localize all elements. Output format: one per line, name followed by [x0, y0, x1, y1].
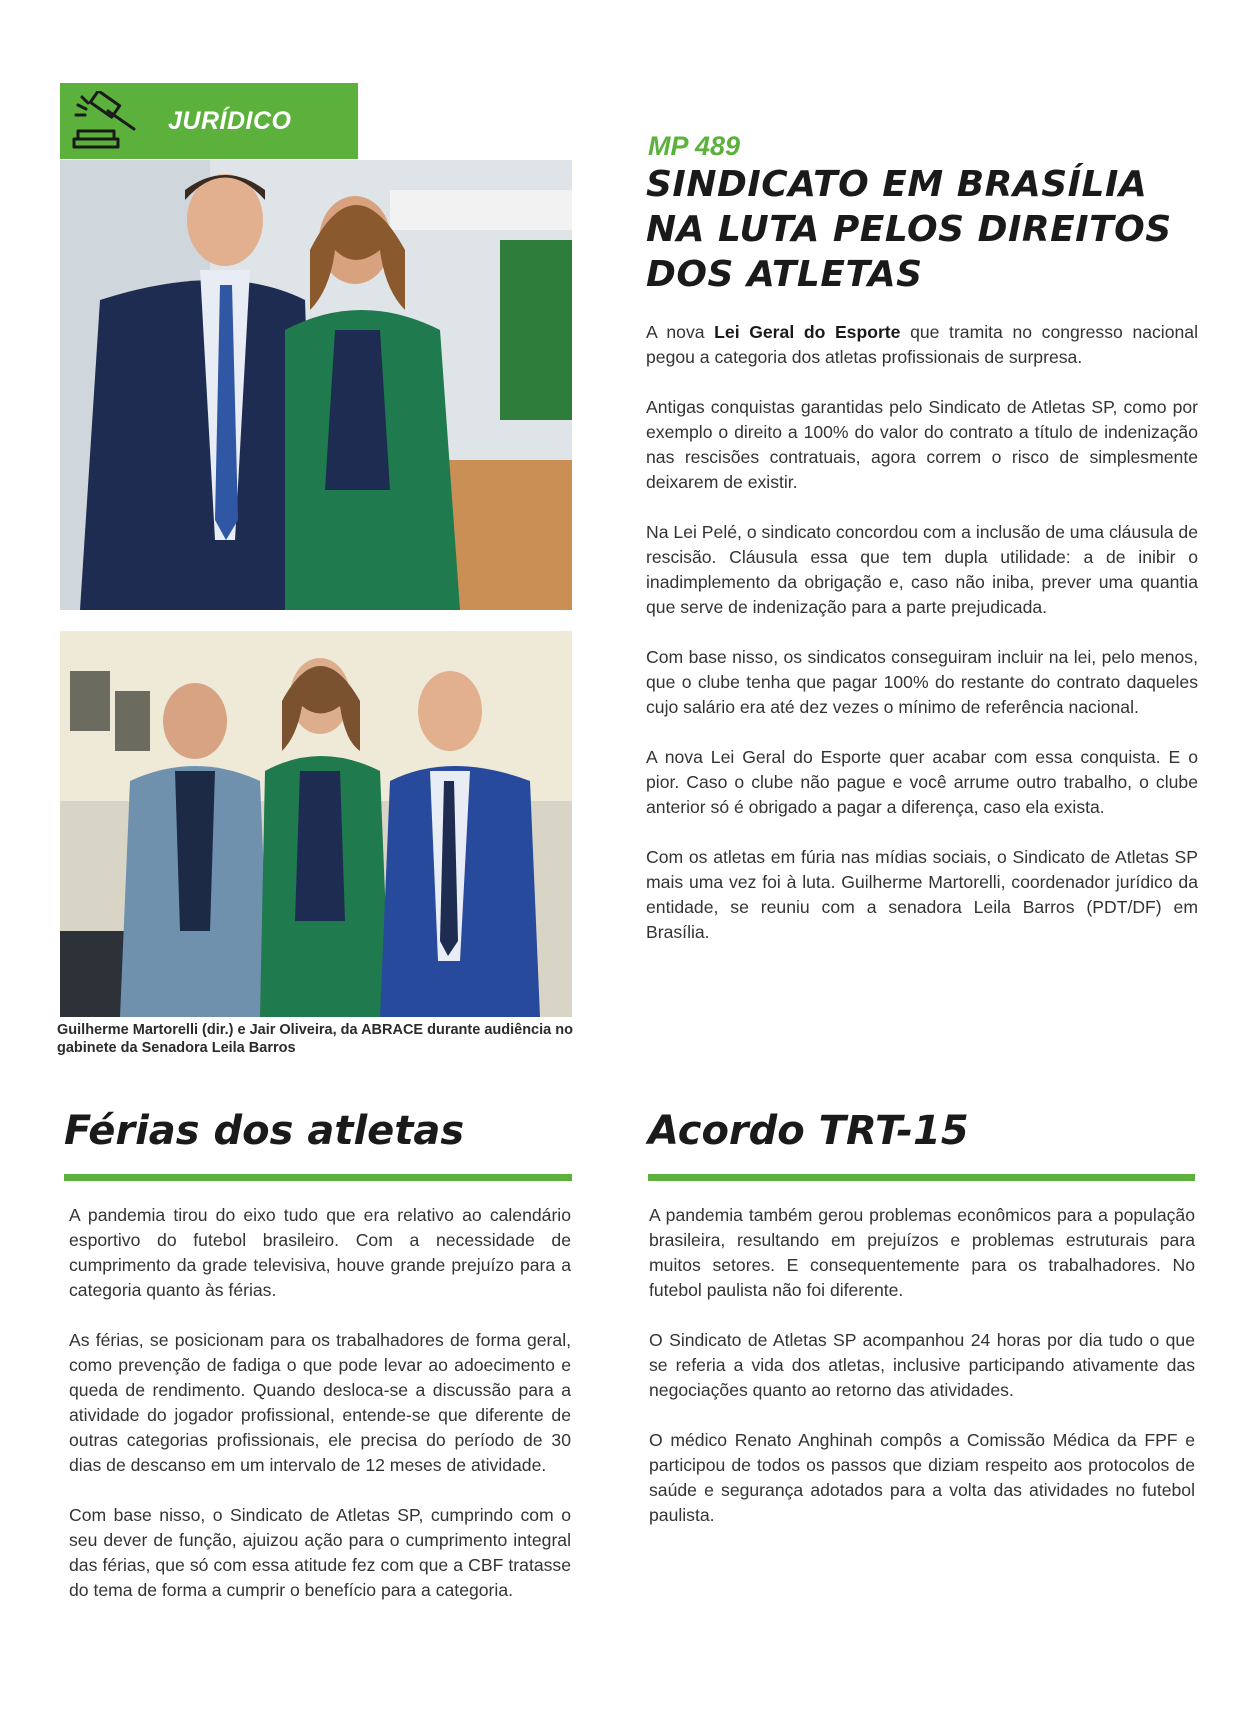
article-headline: SINDICATO EM BRASÍLIA NA LUTA PELOS DIREITOS DOS ATLETAS [646, 164, 1172, 295]
p1-text-end: que tramita no congresso nacional pegou a categoria dos atletas profissionais de surpresa. [646, 322, 1198, 367]
trt-paragraph-3: O médico Renato Anghinah compôs a Comissão Médica da FPF e participou de todos os passos que diziam respeito aos protocolos de saúde e segurança adotados para a volta das atividades no futebol paulista. [649, 1430, 1195, 1525]
article-paragraph-3: Na Lei Pelé, o sindicato concordou com a inclusão de uma cláusula de rescisão. Cláusula essa que tem dupla utilidade: a de inibir o inadimplemento da obrigação e, caso não iniba, prever uma quantia que serve de indenização para a parte prejudicada. [646, 522, 1198, 617]
photo-caption: Guilherme Martorelli (dir.) e Jair Oliveira, da ABRACE durante audiência no gabinete da Senadora Leila Barros [57, 1022, 573, 1056]
photo-meeting-senator [60, 160, 572, 610]
p1-bold-text: Lei Geral do Esporte [714, 322, 901, 342]
trt-body [649, 1203, 1195, 1553]
article-body [646, 320, 1198, 970]
trt-divider [648, 1174, 1195, 1181]
article-kicker: MP 489 [648, 131, 741, 161]
trt-paragraph-2: O Sindicato de Atletas SP acompanhou 24 horas por dia tudo o que se referia a vida dos atletas, inclusive participando ativamente das negociações quanto ao retorno das atividades. [649, 1330, 1195, 1400]
p1-text-start: A nova [646, 322, 715, 342]
article-paragraph-1 [646, 320, 1198, 370]
ferias-divider [64, 1174, 572, 1181]
article-paragraph-2: Antigas conquistas garantidas pelo Sindicato de Atletas SP, como por exemplo o direito a 100% do valor do contrato a título de indenização nas rescisões contratuais, agora correm o risco de simplesmente deixarem de existir. [646, 397, 1198, 492]
article-paragraph-4: Com base nisso, os sindicatos conseguiram incluir na lei, pelo menos, que o clube tenha que pagar 100% do restante do contrato daqueles cujo salário era até dez vezes o mínimo de referência nacional. [646, 647, 1198, 717]
article-paragraph-5: A nova Lei Geral do Esporte quer acabar com essa conquista. E o pior. Caso o clube não pague e você arrume outro trabalho, o clube anterior só é obrigado a pagar a diferença, caso ela exista. [646, 747, 1198, 817]
ferias-paragraph-2: As férias, se posicionam para os trabalhadores de forma geral, como prevenção de fadiga o que pode levar ao adoecimento e queda de rendimento. Quando desloca-se a discussão para a atividade do jogador profissional, entende-se que diferente de outras categorias profissionais, ele precisa do período de 30 dias de descanso em um intervalo de 12 meses de atividade. [69, 1330, 571, 1475]
trt-paragraph-1: A pandemia também gerou problemas econômicos para a população brasileira, resultando em prejuízos e problemas estruturais para muitos setores. E consequentemente para os trabalhadores. No futebol paulista não foi diferente. [649, 1205, 1195, 1300]
ferias-title: Férias dos atletas [64, 1108, 465, 1154]
ferias-body [69, 1203, 571, 1628]
section-tag [60, 83, 358, 159]
photo-group-three [60, 631, 572, 1017]
ferias-paragraph-3: Com base nisso, o Sindicato de Atletas SP, cumprindo com o seu dever de função, ajuizou ação para o cumprimento integral das férias, que só com essa atitude fez com que a CBF tratasse do tema de forma a cumprir o benefício para a categoria. [69, 1505, 571, 1600]
article-paragraph-6: Com os atletas em fúria nas mídias sociais, o Sindicato de Atletas SP mais uma vez foi à luta. Guilherme Martorelli, coordenador jurídico da entidade, se reuniu com a senadora Leila Barros (PDT/DF) em Brasília. [646, 847, 1198, 942]
trt-title: Acordo TRT-15 [648, 1108, 969, 1154]
section-label: JURÍDICO [168, 106, 292, 135]
gavel-icon [72, 91, 150, 151]
ferias-paragraph-1: A pandemia tirou do eixo tudo que era relativo ao calendário esportivo do futebol brasileiro. Com a necessidade de cumprimento da grade televisiva, houve grande prejuízo para a categoria quanto às férias. [69, 1205, 571, 1300]
